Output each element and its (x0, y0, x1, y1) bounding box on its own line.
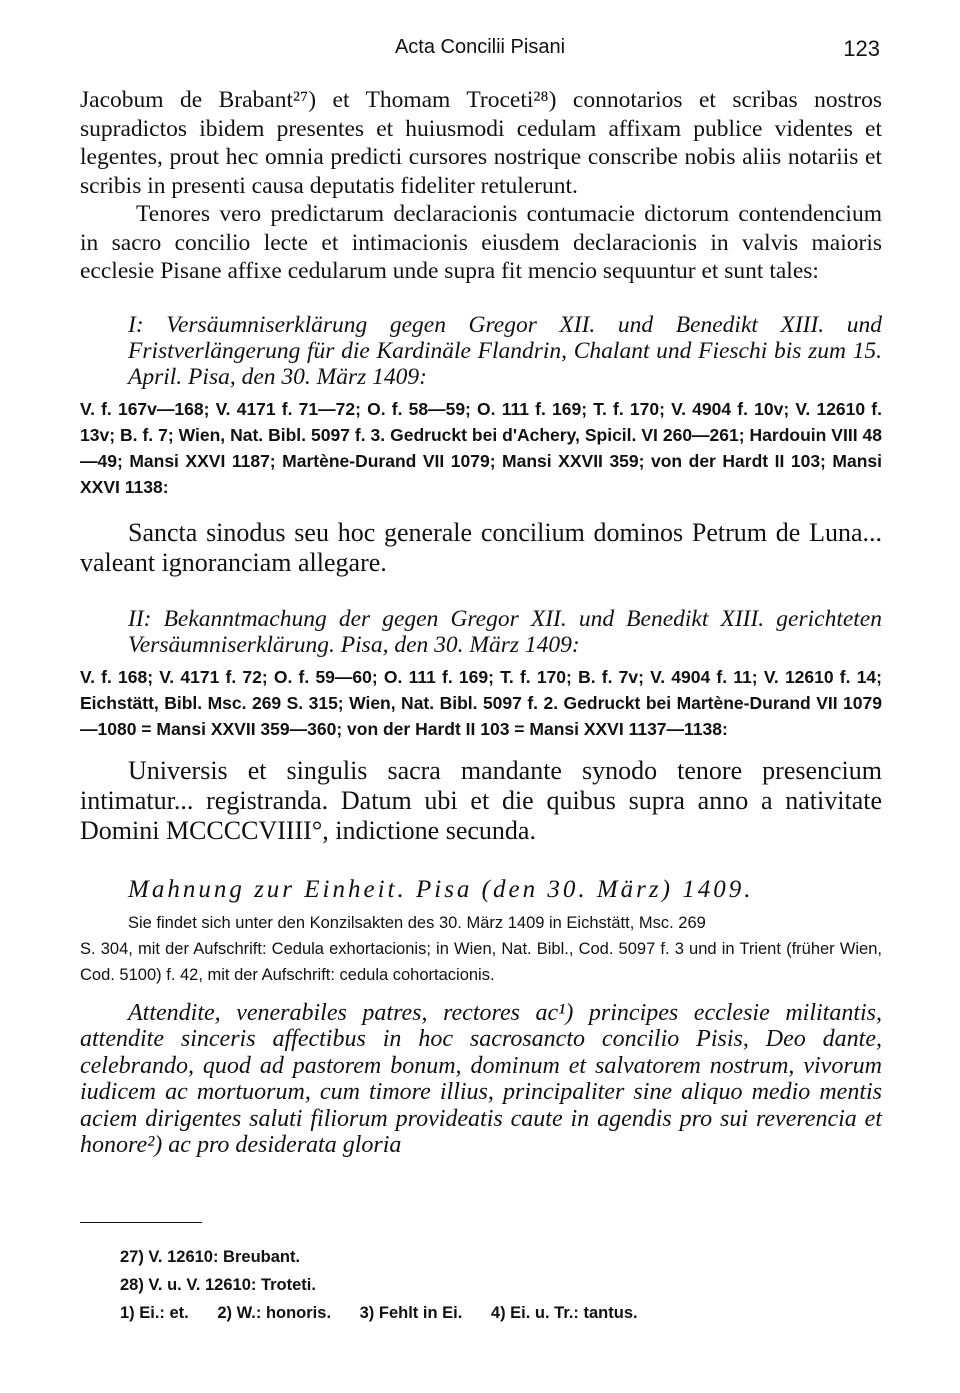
footnote-3: 3) Fehlt in Ei. (359, 1304, 463, 1322)
document-2-incipit: Universis et singulis sacra mandante synodo tenore presencium intimatur... registranda. Datum ubi et die quibus supra anno a nativitate Domini MCCCCVIIII°, indictione secunda. (80, 755, 882, 845)
paragraph-2: Tenores vero predictarum declaracionis contumacie dictorum contendencium in sacro concilio lecte et intimacionis eiusdem declaracionis in valvis maioris ecclesie Pisane affixe cedularum unde supra fit mencio sequuntur et sunt tales: (80, 201, 882, 284)
running-title: Acta Concilii Pisani (394, 36, 566, 58)
paragraph-1: Jacobum de Brabant²⁷) et Thomam Troceti²⁸) connotarios et scribas nostros supradictos ibidem presentes et huiusmodi cedulam affixam publice videntes et legentes, prout hec omnia predicti cursores nostrique conscribe nobis aliis notariis et scribis in presenti causa deputatis fideliter retulerunt. (80, 87, 882, 199)
footnote-rule (80, 1222, 202, 1223)
page-number: 123 (843, 36, 880, 61)
document-2-heading: II: Bekanntmachung der gegen Gregor XII. und Benedikt XIII. gerichteten Versäumniserklärung. Pisa, den 30. März 1409: (128, 605, 882, 658)
footnote-row (120, 1299, 662, 1327)
document-1-incipit: Sancta sinodus seu hoc generale concilium dominos Petrum de Luna... valeant ignoranciam allegare. (80, 517, 882, 577)
footnote-28: 28) V. u. V. 12610: Troteti. (120, 1276, 316, 1294)
italic-paragraph: Attendite, venerabiles patres, rectores ac¹) principes ecclesie militantis, attendite sinceris affectibus in hoc sacrosancto concilio Pisis, Deo dante, celebrando, quod ad pastorem bonum, dominum et salvatorem nostrum, vivorum iudicem ac mortuorum, cum timore illius, principaliter sine aliquo medio mentis aciem dirigentes saluti filiorum provideatis caute in agendis pro sui reverencia et honore²) ac pro desiderata gloria (80, 999, 882, 1158)
page-body (80, 86, 882, 1159)
section-note-continuation: S. 304, mit der Aufschrift: Cedula exhortacionis; in Wien, Nat. Bibl., Cod. 5097 f. 3 und in Trient (früher Wien, Cod. 5100) f. 42, mit der Aufschrift: cedula cohortacionis. (80, 939, 882, 984)
document-1-references: V. f. 167v—168; V. 4171 f. 71—72; O. f. 58—59; O. 111 f. 169; T. f. 170; V. 4904 f. 10v; V. 12610 f. 13v; B. f. 7; Wien, Nat. Bibl. 5097 f. 3. Gedruckt bei d'Achery, Spicil. VI 260—261; Hardouin VIII 48—49; Mansi XXVI 1187; Martène-Durand VII 1079; Mansi XXVII 359; von der Hardt II 103; Mansi XXVI 1138: (80, 398, 882, 497)
footnote-27: 27) V. 12610: Breubant. (120, 1248, 301, 1266)
footnote-2: 2) W.: honoris. (217, 1304, 332, 1322)
section-note-line-1: Sie findet sich unter den Konzilsakten des 30. März 1409 in Eichstätt, Msc. 269 (128, 913, 706, 932)
footnote-1: 1) Ei.: et. (120, 1304, 189, 1322)
section-title: Mahnung zur Einheit. Pisa (den 30. März) 1409. (128, 875, 754, 903)
footnotes (120, 1243, 662, 1327)
footnote-4: 4) Ei. u. Tr.: tantus. (490, 1304, 638, 1322)
document-2-references: V. f. 168; V. 4171 f. 72; O. f. 59—60; O. 111 f. 169; T. f. 170; B. f. 7v; V. 4904 f. 11; V. 12610 f. 14; Eichstätt, Bibl. Msc. 269 S. 315; Wien, Nat. Bibl. 5097 f. 2. Gedruckt bei Martène-Durand VII 1079—1080 = Mansi XXVII 359—360; von der Hardt II 103 = Mansi XXVI 1137—1138: (80, 666, 882, 739)
document-1-heading: I: Versäumniserklärung gegen Gregor XII. und Benedikt XIII. und Fristverlängerung für die Kardinäle Flandrin, Chalant und Fieschi bis zum 15. April. Pisa, den 30. März 1409: (128, 311, 882, 390)
page-header (80, 36, 880, 66)
